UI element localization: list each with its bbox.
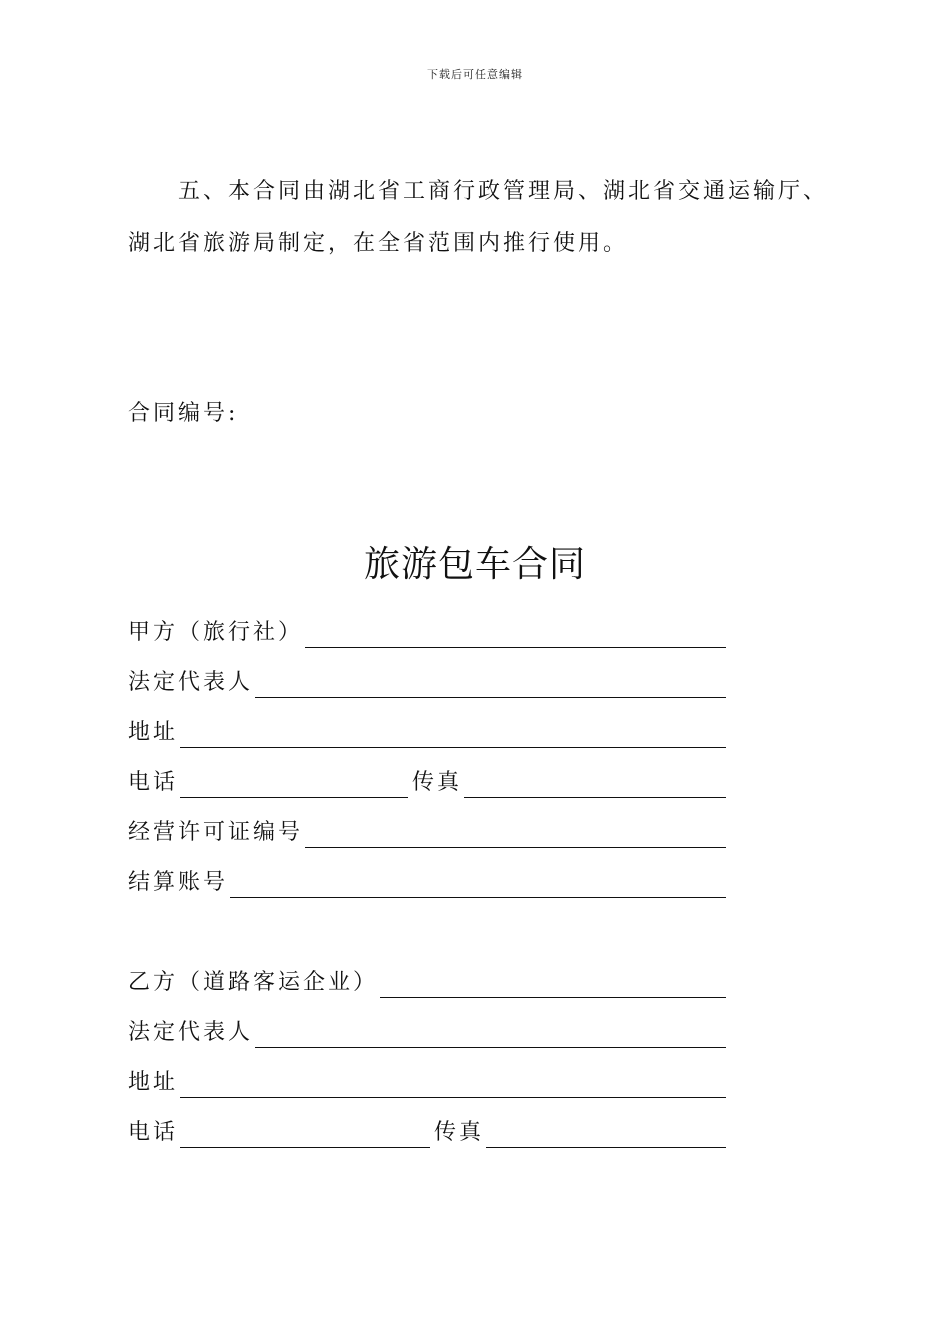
- party-a-address-label: 地址: [128, 720, 179, 745]
- party-a-account-field[interactable]: [230, 871, 726, 898]
- party-b-address-label: 地址: [128, 1070, 179, 1095]
- party-b-phone-label: 电话: [128, 1120, 179, 1145]
- party-b-name-label: 乙方（道路客运企业）: [128, 970, 379, 995]
- party-a-phone-fax-row: [128, 764, 726, 798]
- party-a-rep-field[interactable]: [255, 671, 726, 698]
- party-b-phone-fax-row: [128, 1114, 726, 1148]
- party-a-phone-field[interactable]: [180, 771, 408, 798]
- party-a-license-row: [128, 814, 726, 848]
- party-a-name-field[interactable]: [305, 621, 726, 648]
- party-a-phone-label: 电话: [128, 770, 179, 795]
- party-a-name-label: 甲方（旅行社）: [128, 620, 304, 645]
- party-a-fax-label: 传真: [412, 770, 463, 795]
- party-a-account-label: 结算账号: [128, 870, 229, 895]
- party-a-name-row: [128, 614, 726, 648]
- page-header-note: 下载后可任意编辑: [427, 68, 523, 81]
- party-a-account-row: [128, 864, 726, 898]
- party-a-rep-label: 法定代表人: [128, 670, 254, 695]
- party-b-phone-field[interactable]: [180, 1121, 430, 1148]
- party-b-fax-field[interactable]: [486, 1121, 726, 1148]
- party-a-license-label: 经营许可证编号: [128, 820, 304, 845]
- party-a-address-field[interactable]: [180, 721, 726, 748]
- party-a-fax-field[interactable]: [464, 771, 726, 798]
- contract-number-label: 合同编号:: [128, 401, 239, 426]
- party-b-fax-label: 传真: [434, 1120, 485, 1145]
- party-b-address-field[interactable]: [180, 1071, 726, 1098]
- party-a-address-row: [128, 714, 726, 748]
- party-a-rep-row: [128, 664, 726, 698]
- party-b-name-field[interactable]: [380, 971, 726, 998]
- party-b-rep-label: 法定代表人: [128, 1020, 254, 1045]
- party-b-name-row: [128, 964, 726, 998]
- party-b-address-row: [128, 1064, 726, 1098]
- party-a-license-field[interactable]: [305, 821, 726, 848]
- party-b-rep-row: [128, 1014, 726, 1048]
- intro-paragraph: 五、本合同由湖北省工商行政管理局、湖北省交通运输厅、湖北省旅游局制定，在全省范围内推行使用。: [128, 179, 829, 256]
- document-title: 旅游包车合同: [363, 544, 586, 585]
- party-b-rep-field[interactable]: [255, 1021, 726, 1048]
